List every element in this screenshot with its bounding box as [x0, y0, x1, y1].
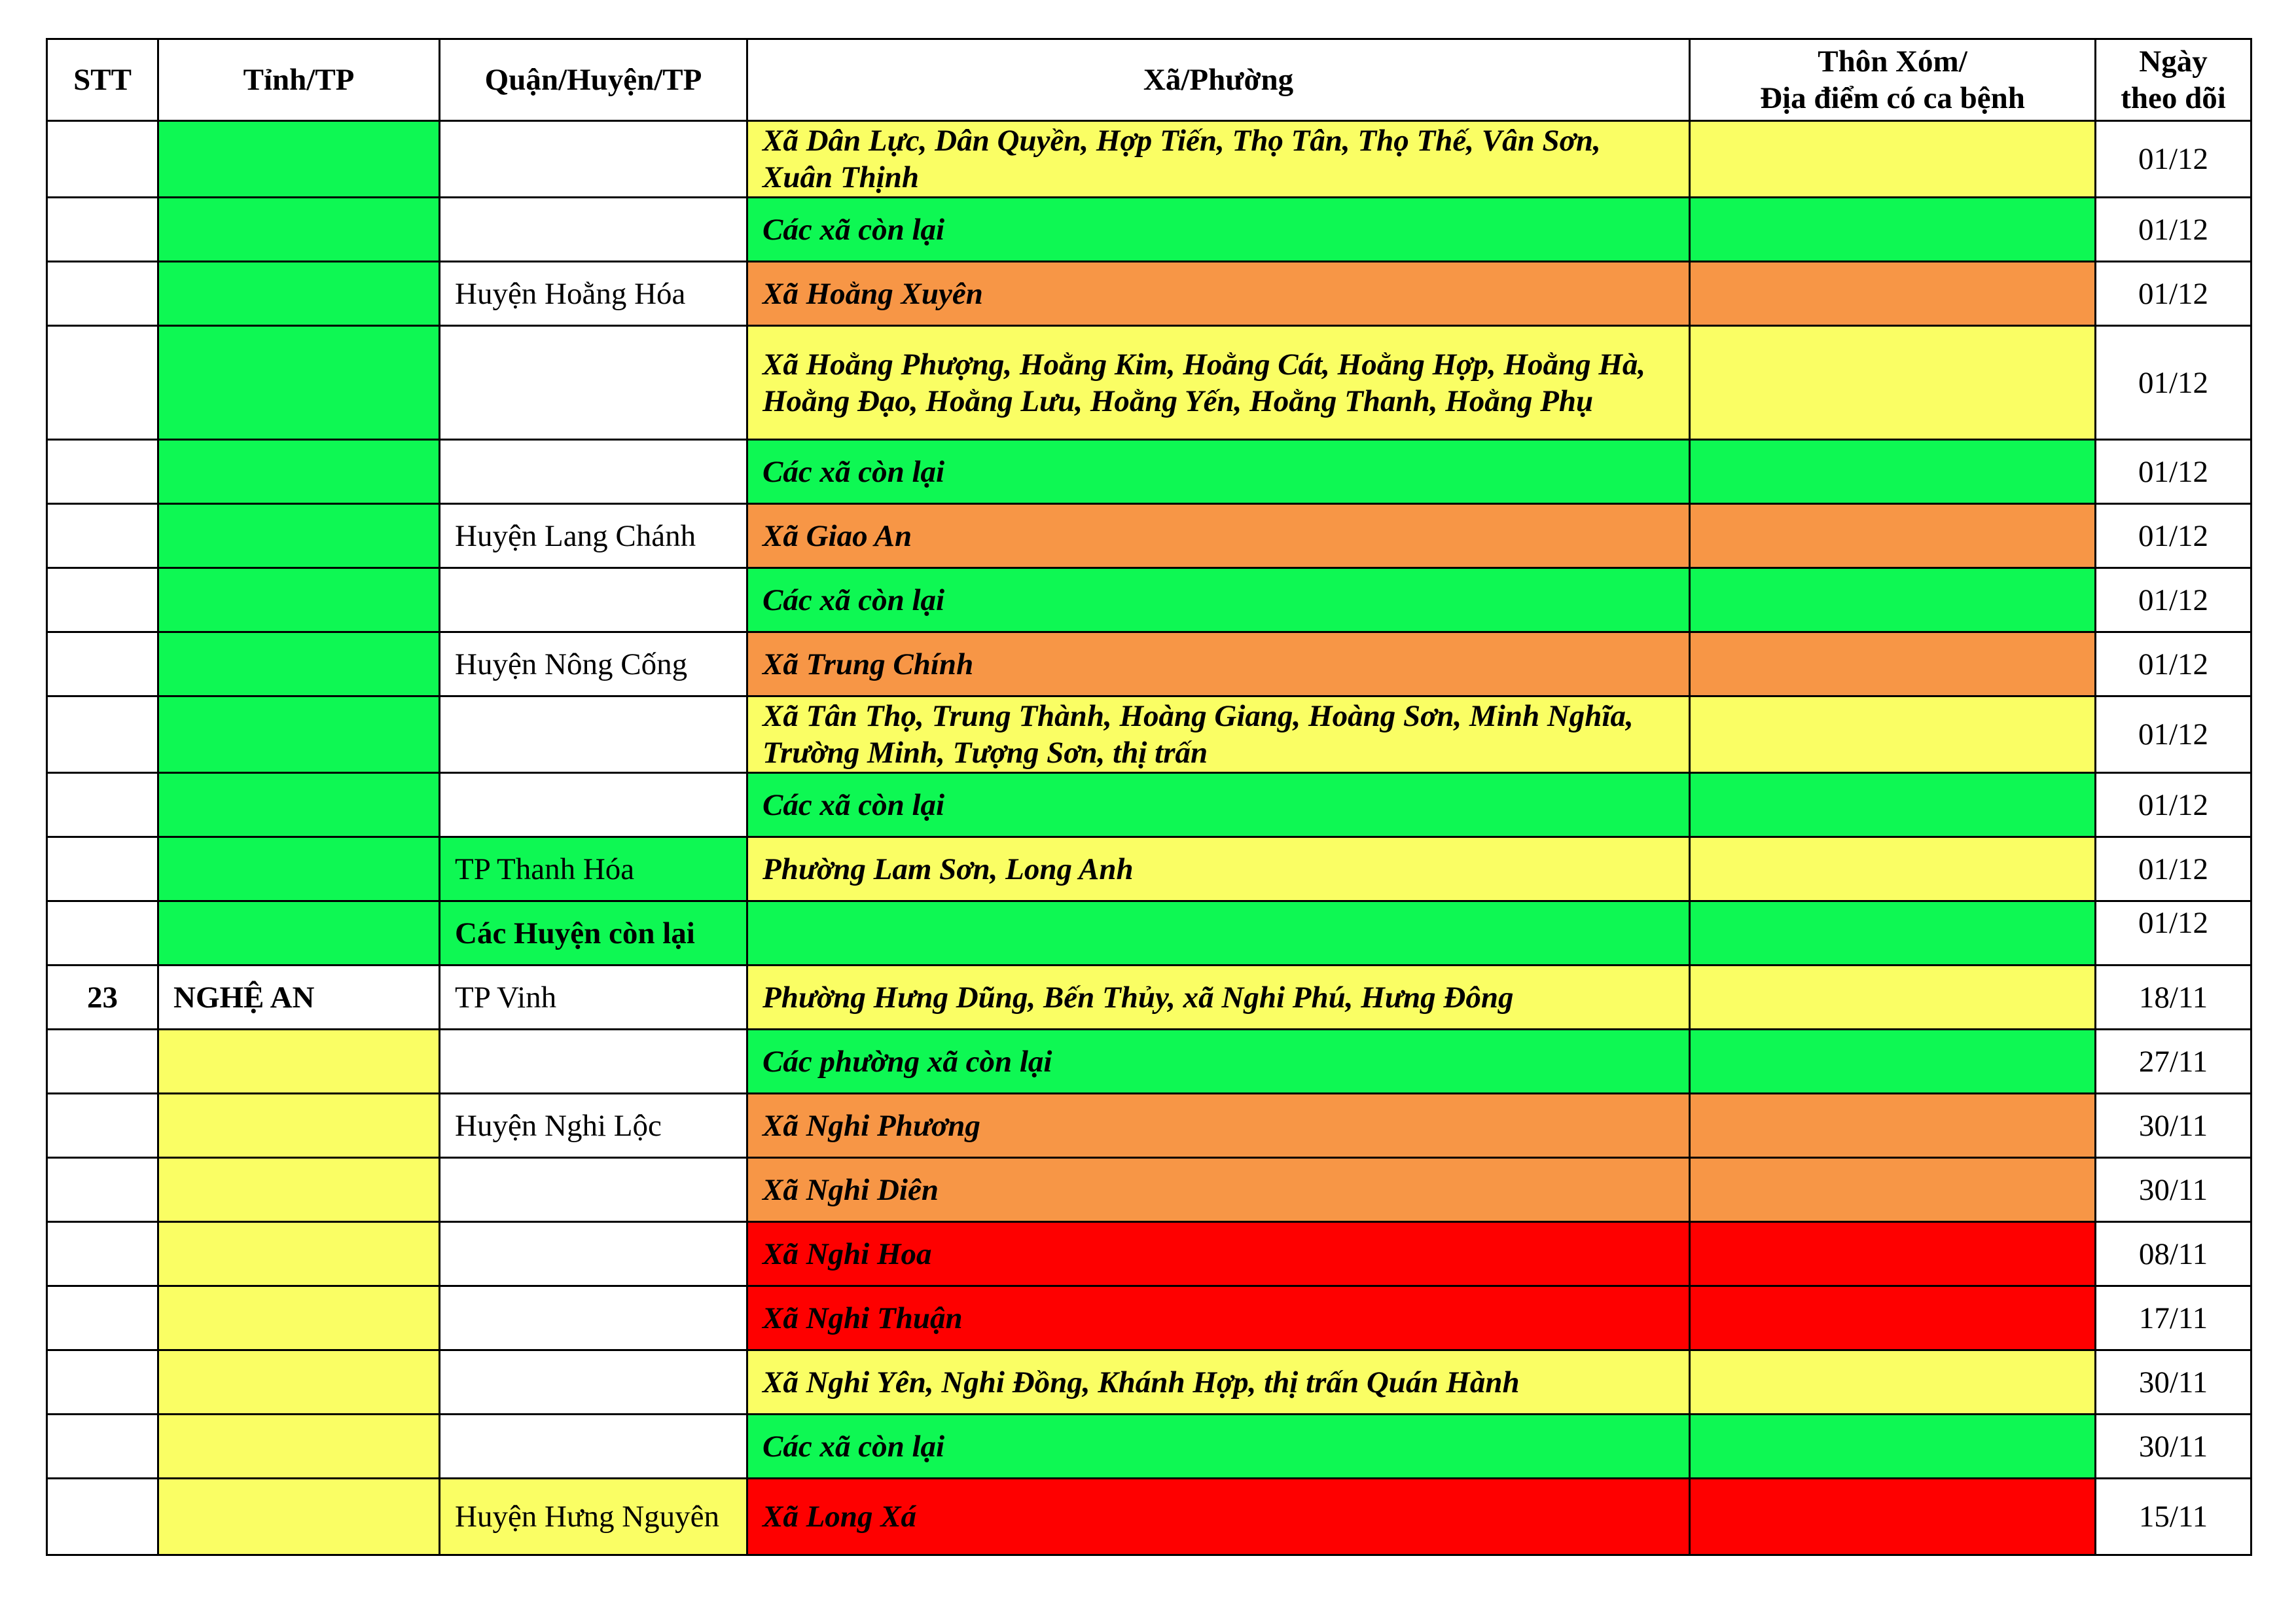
header-province: Tỉnh/TP: [158, 39, 440, 121]
district-cell: [440, 773, 747, 837]
province-cell: [158, 262, 440, 326]
hamlet-cell: [1690, 1350, 2096, 1415]
stt-cell: [47, 440, 158, 504]
date-cell: 15/11: [2096, 1479, 2251, 1555]
province-cell: [158, 326, 440, 440]
stt-cell: [47, 198, 158, 262]
district-cell: Huyện Hưng Nguyên: [440, 1479, 747, 1555]
ward-cell: Xã Hoằng Xuyên: [747, 262, 1690, 326]
hamlet-cell: [1690, 1094, 2096, 1158]
ward-cell: [747, 901, 1690, 965]
stt-cell: [47, 1030, 158, 1094]
date-cell: 27/11: [2096, 1030, 2251, 1094]
header-row: [47, 39, 2251, 121]
table-row: [47, 1479, 2251, 1555]
table-row: [47, 696, 2251, 773]
province-cell: [158, 1222, 440, 1286]
date-cell: 01/12: [2096, 632, 2251, 696]
table-row: [47, 121, 2251, 198]
stt-cell: [47, 326, 158, 440]
ward-cell: Các xã còn lại: [747, 198, 1690, 262]
table-row: [47, 262, 2251, 326]
header-date-line2: theo dõi: [2121, 81, 2226, 115]
table-row: [47, 568, 2251, 632]
hamlet-cell: [1690, 504, 2096, 568]
stt-cell: [47, 1158, 158, 1222]
stt-cell: 23: [47, 965, 158, 1030]
hamlet-cell: [1690, 837, 2096, 901]
date-cell: 01/12: [2096, 440, 2251, 504]
province-cell: [158, 1158, 440, 1222]
date-cell: 30/11: [2096, 1158, 2251, 1222]
table-row: [47, 1286, 2251, 1350]
hamlet-cell: [1690, 1222, 2096, 1286]
stt-cell: [47, 262, 158, 326]
ward-cell: Xã Nghi Hoa: [747, 1222, 1690, 1286]
header-date-line1: Ngày: [2139, 45, 2208, 79]
ward-cell: Xã Long Xá: [747, 1479, 1690, 1555]
date-cell: 01/12: [2096, 696, 2251, 773]
ward-cell: Các phường xã còn lại: [747, 1030, 1690, 1094]
hamlet-cell: [1690, 1479, 2096, 1555]
hamlet-cell: [1690, 326, 2096, 440]
ward-cell: Xã Trung Chính: [747, 632, 1690, 696]
date-cell: 30/11: [2096, 1350, 2251, 1415]
ward-cell: Phường Hưng Dũng, Bến Thủy, xã Nghi Phú, Hưng Đông: [747, 965, 1690, 1030]
hamlet-cell: [1690, 121, 2096, 198]
table-row: [47, 1158, 2251, 1222]
date-cell: 01/12: [2096, 121, 2251, 198]
header-ward: Xã/Phường: [747, 39, 1690, 121]
province-cell: [158, 773, 440, 837]
table-row: [47, 440, 2251, 504]
province-cell: [158, 198, 440, 262]
header-hamlet-line2: Địa điểm có ca bệnh: [1760, 81, 2025, 115]
ward-cell: Xã Nghi Thuận: [747, 1286, 1690, 1350]
district-cell: [440, 1350, 747, 1415]
district-cell: TP Vinh: [440, 965, 747, 1030]
hamlet-cell: [1690, 632, 2096, 696]
district-cell: [440, 440, 747, 504]
table-row: [47, 326, 2251, 440]
ward-cell: Các xã còn lại: [747, 1415, 1690, 1479]
district-cell: Huyện Lang Chánh: [440, 504, 747, 568]
table-row: [47, 1415, 2251, 1479]
date-cell: 30/11: [2096, 1094, 2251, 1158]
hamlet-cell: [1690, 1415, 2096, 1479]
header-stt: STT: [47, 39, 158, 121]
ward-cell: Các xã còn lại: [747, 440, 1690, 504]
header-district: Quận/Huyện/TP: [440, 39, 747, 121]
stt-cell: [47, 121, 158, 198]
province-cell: [158, 1350, 440, 1415]
epidemic-risk-table: [46, 38, 2252, 1556]
date-cell: 01/12: [2096, 262, 2251, 326]
ward-cell: Các xã còn lại: [747, 773, 1690, 837]
date-cell: 30/11: [2096, 1415, 2251, 1479]
stt-cell: [47, 1222, 158, 1286]
district-cell: [440, 198, 747, 262]
district-cell: Các Huyện còn lại: [440, 901, 747, 965]
province-cell: [158, 504, 440, 568]
stt-cell: [47, 837, 158, 901]
district-cell: [440, 326, 747, 440]
stt-cell: [47, 773, 158, 837]
district-cell: Huyện Nghi Lộc: [440, 1094, 747, 1158]
ward-cell: Xã Nghi Phương: [747, 1094, 1690, 1158]
district-cell: [440, 1158, 747, 1222]
table-row: [47, 965, 2251, 1030]
province-cell: [158, 1479, 440, 1555]
stt-cell: [47, 1350, 158, 1415]
province-cell: [158, 696, 440, 773]
province-cell: [158, 568, 440, 632]
stt-cell: [47, 901, 158, 965]
stt-cell: [47, 632, 158, 696]
date-cell: 01/12: [2096, 326, 2251, 440]
ward-cell: Xã Giao An: [747, 504, 1690, 568]
stt-cell: [47, 696, 158, 773]
province-cell: [158, 837, 440, 901]
stt-cell: [47, 1094, 158, 1158]
province-cell: [158, 632, 440, 696]
hamlet-cell: [1690, 773, 2096, 837]
hamlet-cell: [1690, 262, 2096, 326]
district-cell: TP Thanh Hóa: [440, 837, 747, 901]
table-row: [47, 1222, 2251, 1286]
hamlet-cell: [1690, 696, 2096, 773]
date-cell: 01/12: [2096, 504, 2251, 568]
ward-cell: Xã Tân Thọ, Trung Thành, Hoàng Giang, Hoàng Sơn, Minh Nghĩa, Trường Minh, Tượng Sơn, thị trấn: [747, 696, 1690, 773]
district-cell: [440, 1222, 747, 1286]
province-cell: [158, 1286, 440, 1350]
table-row: [47, 837, 2251, 901]
district-cell: Huyện Nông Cống: [440, 632, 747, 696]
hamlet-cell: [1690, 1286, 2096, 1350]
ward-cell: Phường Lam Sơn, Long Anh: [747, 837, 1690, 901]
province-cell: [158, 1415, 440, 1479]
header-hamlet-line1: Thôn Xóm/: [1818, 45, 1967, 79]
stt-cell: [47, 1286, 158, 1350]
stt-cell: [47, 1479, 158, 1555]
stt-cell: [47, 568, 158, 632]
header-hamlet: [1690, 39, 2096, 121]
table-row: [47, 773, 2251, 837]
date-cell: 01/12: [2096, 837, 2251, 901]
district-cell: [440, 121, 747, 198]
date-cell: 18/11: [2096, 965, 2251, 1030]
header-date: [2096, 39, 2251, 121]
ward-cell: Xã Hoằng Phượng, Hoằng Kim, Hoằng Cát, Hoằng Hợp, Hoằng Hà, Hoằng Đạo, Hoằng Lưu, Hoằng Yến, Hoằng Thanh, Hoằng Phụ: [747, 326, 1690, 440]
date-cell: 01/12: [2096, 198, 2251, 262]
hamlet-cell: [1690, 440, 2096, 504]
table-row: [47, 504, 2251, 568]
district-cell: [440, 1415, 747, 1479]
ward-cell: Xã Dân Lực, Dân Quyền, Hợp Tiến, Thọ Tân, Thọ Thế, Vân Sơn, Xuân Thịnh: [747, 121, 1690, 198]
district-cell: [440, 1030, 747, 1094]
district-cell: [440, 568, 747, 632]
table-row: [47, 198, 2251, 262]
table-row: [47, 1094, 2251, 1158]
hamlet-cell: [1690, 901, 2096, 965]
date-cell: 01/12: [2096, 568, 2251, 632]
table-row: [47, 901, 2251, 965]
date-cell: 01/12: [2096, 773, 2251, 837]
stt-cell: [47, 504, 158, 568]
table-row: [47, 632, 2251, 696]
hamlet-cell: [1690, 198, 2096, 262]
province-cell: [158, 440, 440, 504]
province-cell: [158, 121, 440, 198]
province-cell: [158, 1030, 440, 1094]
hamlet-cell: [1690, 1158, 2096, 1222]
ward-cell: Các xã còn lại: [747, 568, 1690, 632]
date-cell: 08/11: [2096, 1222, 2251, 1286]
province-cell: [158, 901, 440, 965]
table-row: [47, 1030, 2251, 1094]
province-cell: [158, 1094, 440, 1158]
hamlet-cell: [1690, 1030, 2096, 1094]
ward-cell: Xã Nghi Diên: [747, 1158, 1690, 1222]
hamlet-cell: [1690, 965, 2096, 1030]
district-cell: [440, 696, 747, 773]
province-cell: NGHỆ AN: [158, 965, 440, 1030]
ward-cell: Xã Nghi Yên, Nghi Đồng, Khánh Hợp, thị trấn Quán Hành: [747, 1350, 1690, 1415]
table-row: [47, 1350, 2251, 1415]
stt-cell: [47, 1415, 158, 1479]
district-cell: Huyện Hoằng Hóa: [440, 262, 747, 326]
district-cell: [440, 1286, 747, 1350]
hamlet-cell: [1690, 568, 2096, 632]
date-cell: 17/11: [2096, 1286, 2251, 1350]
date-cell: 01/12: [2096, 901, 2251, 965]
